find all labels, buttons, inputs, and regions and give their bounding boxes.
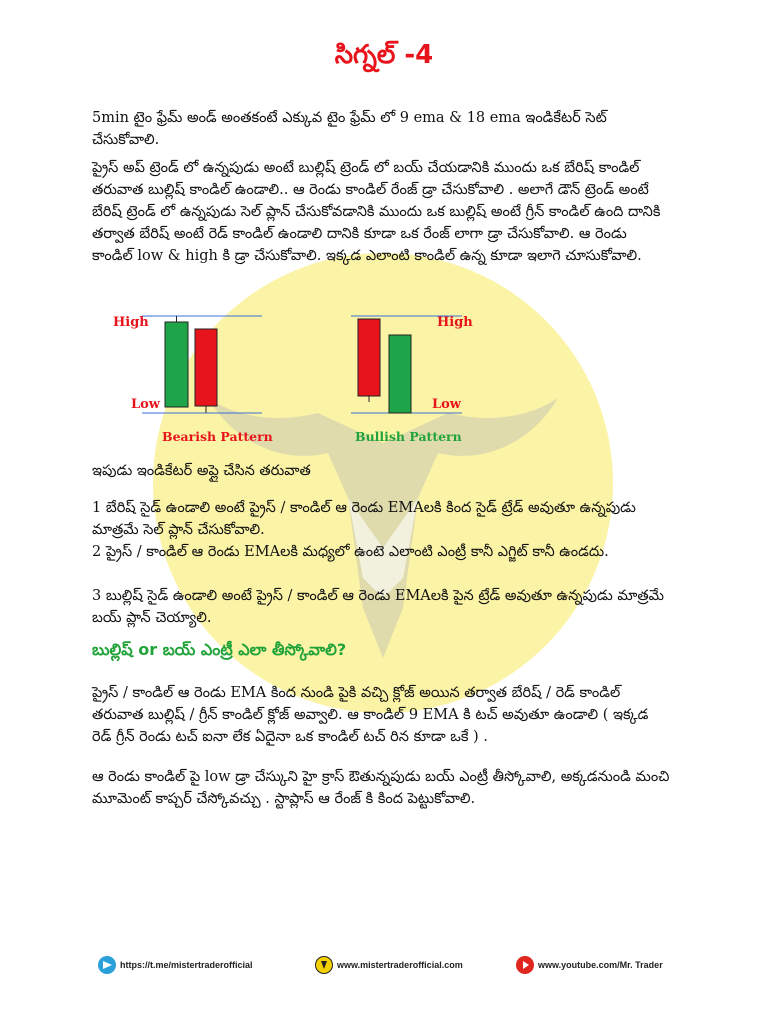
- bearish-green-candle: [165, 322, 188, 407]
- bearish-red-candle: [195, 329, 217, 406]
- website-link[interactable]: [315, 956, 463, 974]
- website-logo-icon: [315, 956, 333, 974]
- youtube-link[interactable]: [516, 956, 663, 974]
- rule-3: 3 బుల్లిష్ సైడ్ ఉండాలి అంటే ప్రైస్ / కాండిల్ ఆ రెండు EMAలకి పైన ట్రేడ్ అవుతూ ఉన్నపుడు మాత్రమే బయ్ ప్లాన్ చెయ్యాలి.: [92, 588, 664, 626]
- setup-paragraph: 5min టైం ఫ్రేమ్ అండ్ అంతకంటే ఎక్కువ టైం ఫ్రేమ్ లో 9 ema & 18 ema ఇండికేటర్ సెట్ చేసుకోవాలి.: [92, 110, 607, 148]
- telegram-icon: [98, 956, 116, 974]
- bullish-red-candle: [358, 319, 380, 396]
- rule-1: 1 బేరిష్ సైడ్ ఉండాలి అంటే ప్రైస్ / కాండిల్ ఆ రెండు EMAలకి కింద సైడ్ ట్రేడ్ అవుతూ ఉన్నపుడు మాత్రమే సెల్ ప్లాన్ చేసుకోవాలి.: [92, 500, 636, 538]
- candle-pattern-diagram: [92, 305, 522, 455]
- youtube-icon: [516, 956, 534, 974]
- website-url: www.mistertraderofficial.com: [337, 960, 463, 970]
- bullish-low-label: Low: [432, 397, 462, 412]
- entry-heading: బుల్లిష్ or బయ్ ఎంట్రీ ఎలా తీస్కోవాలి?: [92, 640, 347, 659]
- after-indicator-text: ఇపుడు ఇండికేటర్ అప్లై చేసిన తరువాత: [92, 463, 311, 479]
- page-title: సిగ్నల్ -4: [334, 40, 434, 70]
- youtube-url: www.youtube.com/Mr. Trader: [538, 960, 663, 970]
- entry-body-2: ఆ రెండు కాండిల్ పై low డ్రా చేస్కుని హై క్రాస్ ఔతున్నపుడు బయ్ ఎంట్రీ తీస్కోవాలి, అక్కడనుండి మంచి మూమెంట్ కాప్చర్ చేస్కోవచ్చు . స్టాప్లాస్ ఆ రేంజ్ కి కింద పెట్టుకోవాలి.: [92, 769, 670, 807]
- bullish-green-candle: [389, 335, 411, 413]
- telegram-url: https://t.me/mistertraderofficial: [120, 960, 253, 970]
- bearish-low-label: Low: [131, 397, 161, 412]
- bearish-caption: Bearish Pattern: [162, 429, 273, 444]
- trend-paragraph: ప్రైస్ అప్ ట్రెండ్ లో ఉన్నపుడు అంటే బుల్లిష్ ట్రెండ్ లో బయ్ చేయడానికి ముందు ఒక బేరిష్ కాండిల్ తరువాత బుల్లిష్ కాండిల్ ఉండాలి.. ఆ రెండు కాండిల్ రేంజ్ డ్రా చేసుకోవాలి . అలాగే డౌన్ ట్రెండ్ అంటే బేరిష్ ట్రెండ్ లో ఉన్నపుడు సెల్ ప్లాన్ చేసుకోవడానికి ముందు ఒక బుల్లిష్ అంటే గ్రీన్ కాండిల్ ఉంది దానికి తర్వాత బేరిష్ అంటే రెడ్ కాండిల్ ఉండాలి దానికి కూడా ఒక రేంజ్ లాగా డ్రా చేసుకోవాలి. ఆ రెండు కాండిల్ low & high కి డ్రా చేసుకోవాలి. ఇక్కడ ఎలాంటి కాండిల్ ఉన్న కూడా ఇలాగె చూసుకోవాలి.: [92, 160, 661, 264]
- bearish-high-label: High: [113, 315, 149, 330]
- entry-body: ప్రైస్ / కాండిల్ ఆ రెండు EMA కింద నుండి పైకి వచ్చి క్లోజ్ అయిన తర్వాత బేరిష్ / రెడ్ కాండిల్ తరువాత బుల్లిష్ / గ్రీన్ కాండిల్ క్లోజ్ అవ్వాలి. ఆ కాండిల్ 9 EMA కి టచ్ అవుతూ ఉండాలి ( ఇక్కడ రెడ్ గ్రీన్ రెండు టచ్ ఐనా లేక ఏదైనా ఒక కాండిల్ టచ్ రిన కూడా ఒకే ) .: [92, 685, 649, 745]
- footer: [0, 950, 768, 980]
- bullish-high-label: High: [437, 315, 473, 330]
- telegram-link[interactable]: [98, 956, 253, 974]
- bullish-caption: Bullish Pattern: [355, 429, 462, 444]
- rule-2: 2 ప్రైస్ / కాండిల్ ఆ రెండు EMAలకి మధ్యలో ఉంటె ఎలాంటి ఎంట్రీ కానీ ఎగ్జిట్ కానీ ఉండదు.: [92, 544, 609, 560]
